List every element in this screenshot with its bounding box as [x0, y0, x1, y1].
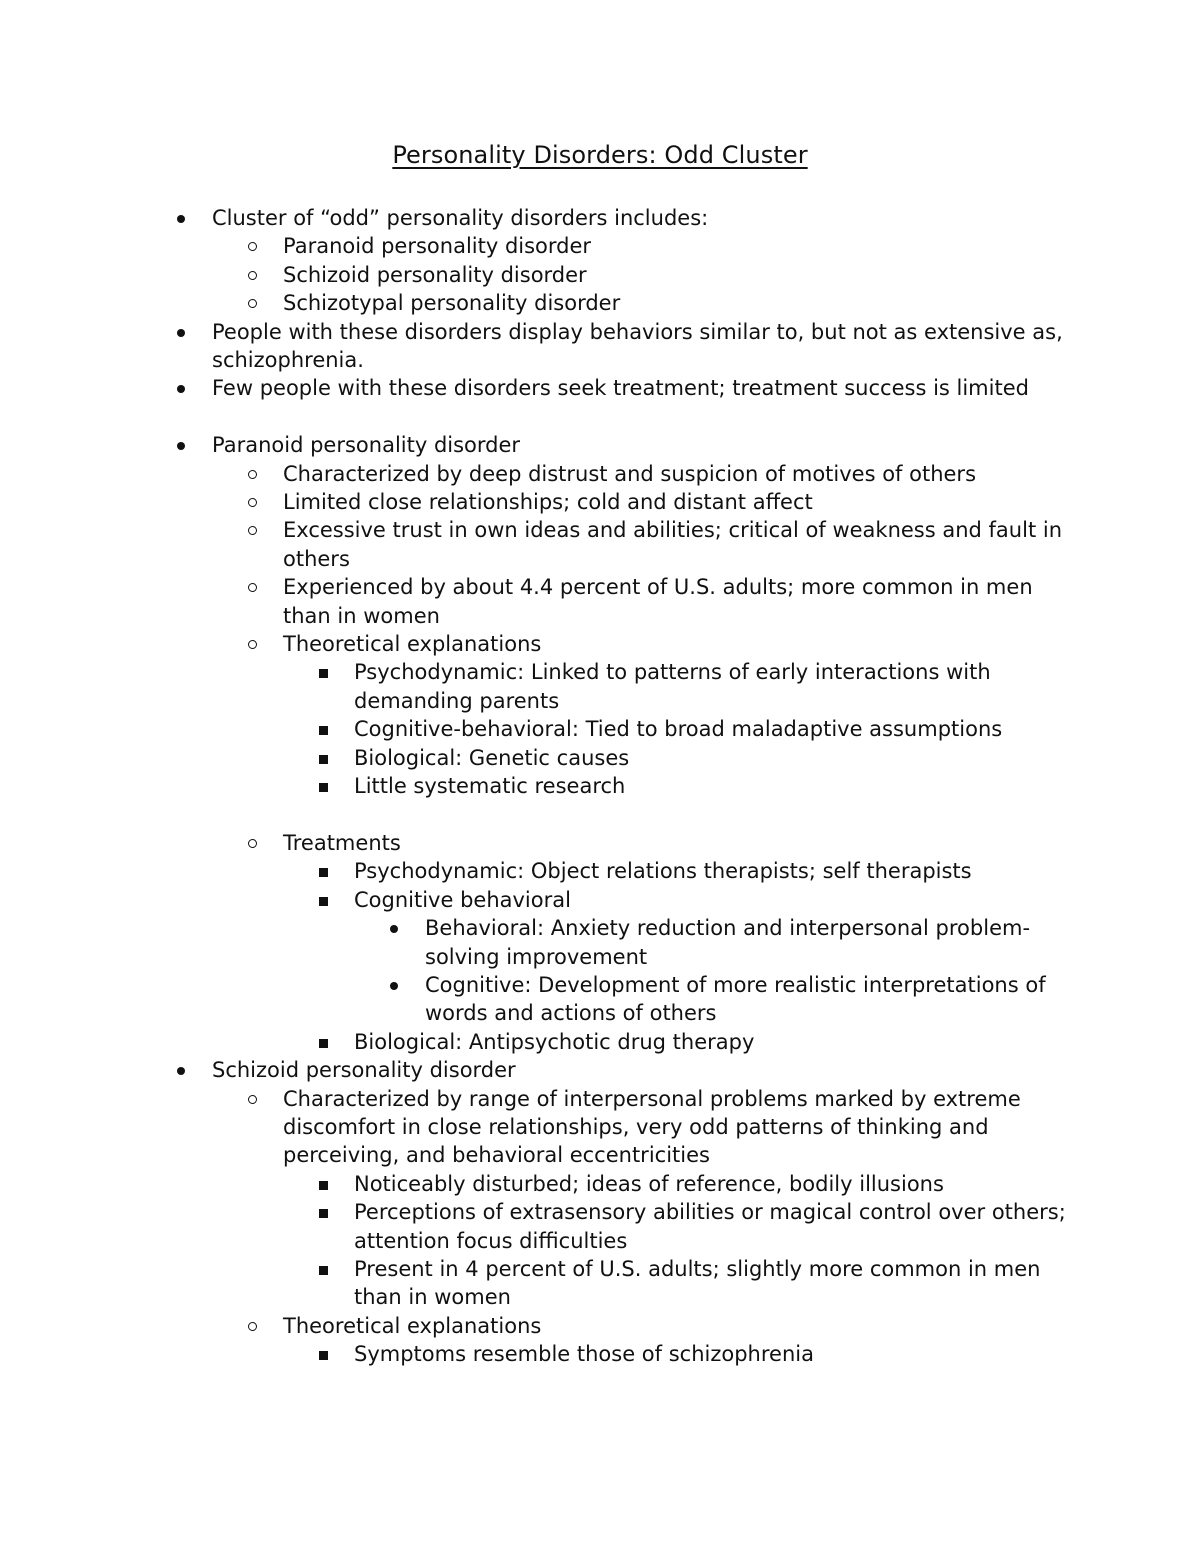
section-heading-schizoid: Schizoid personality disorder — [212, 1058, 516, 1083]
list-item: Present in 4 percent of U.S. adults; slightly more common in men than in women — [354, 1255, 1072, 1312]
sublist — [283, 460, 1072, 801]
sublist — [354, 1340, 1072, 1368]
list-item: Excessive trust in own ideas and abilities; critical of weakness and fault in others — [283, 516, 1072, 573]
list-item — [283, 1085, 1072, 1312]
list-item — [212, 204, 1072, 318]
theory-heading: Theoretical explanations — [283, 632, 542, 657]
document-body — [212, 204, 1072, 1369]
list-item: Schizoid personality disorder — [283, 261, 1072, 289]
list-item: Characterized by deep distrust and suspicion of motives of others — [283, 460, 1072, 488]
list-item: Psychodynamic: Object relations therapists; self therapists — [354, 857, 1072, 885]
list-item: Few people with these disorders seek treatment; treatment success is limited — [212, 374, 1072, 402]
sublist — [283, 232, 1072, 317]
list-item — [283, 829, 1072, 1056]
treatments-heading: Treatments — [283, 830, 401, 855]
list-item — [283, 1312, 1072, 1369]
sublist — [354, 658, 1072, 800]
sublist — [283, 829, 1072, 1056]
sublist — [354, 1170, 1072, 1312]
list-item: Psychodynamic: Linked to patterns of early interactions with demanding parents — [354, 658, 1072, 715]
outline-list — [212, 204, 1072, 403]
list-item: People with these disorders display behaviors similar to, but not as extensive as, schizophrenia. — [212, 318, 1072, 375]
list-item: Cognitive: Development of more realistic interpretations of words and actions of others — [425, 971, 1072, 1028]
list-item: Little systematic research — [354, 772, 1072, 800]
spacer — [212, 801, 1072, 829]
list-item: Cognitive-behavioral: Tied to broad maladaptive assumptions — [354, 715, 1072, 743]
list-item: Biological: Antipsychotic drug therapy — [354, 1028, 1072, 1056]
list-item — [283, 630, 1072, 800]
list-item — [212, 431, 1072, 1056]
list-item-text: Characterized by range of interpersonal problems marked by extreme discomfort in close relationships, very odd patterns of thinking and perceiving, and behavioral eccentricities — [283, 1086, 1021, 1168]
list-item: Symptoms resemble those of schizophrenia — [354, 1340, 1072, 1368]
list-item: Paranoid personality disorder — [283, 232, 1072, 260]
list-item — [212, 1056, 1072, 1368]
list-item: Schizotypal personality disorder — [283, 289, 1072, 317]
list-item — [354, 886, 1072, 1028]
list-item-text: Cognitive behavioral — [354, 887, 571, 912]
list-item: Perceptions of extrasensory abilities or magical control over others; attention focus difficulties — [354, 1198, 1072, 1255]
list-item: Biological: Genetic causes — [354, 744, 1072, 772]
section-heading-paranoid: Paranoid personality disorder — [212, 433, 521, 458]
list-item: Experienced by about 4.4 percent of U.S. adults; more common in men than in women — [283, 573, 1072, 630]
list-item: Behavioral: Anxiety reduction and interpersonal problem-solving improvement — [425, 914, 1072, 971]
spacer — [212, 403, 1072, 431]
list-item: Limited close relationships; cold and distant affect — [283, 488, 1072, 516]
list-item: Noticeably disturbed; ideas of reference, bodily illusions — [354, 1170, 1072, 1198]
outline-list — [212, 431, 1072, 1368]
sublist — [283, 1085, 1072, 1369]
page-title: Personality Disorders: Odd Cluster — [392, 141, 808, 169]
sublist — [354, 857, 1072, 1056]
list-item-text: Cluster of “odd” personality disorders includes: — [212, 206, 709, 230]
theory-heading: Theoretical explanations — [283, 1313, 542, 1338]
sublist — [425, 914, 1072, 1028]
